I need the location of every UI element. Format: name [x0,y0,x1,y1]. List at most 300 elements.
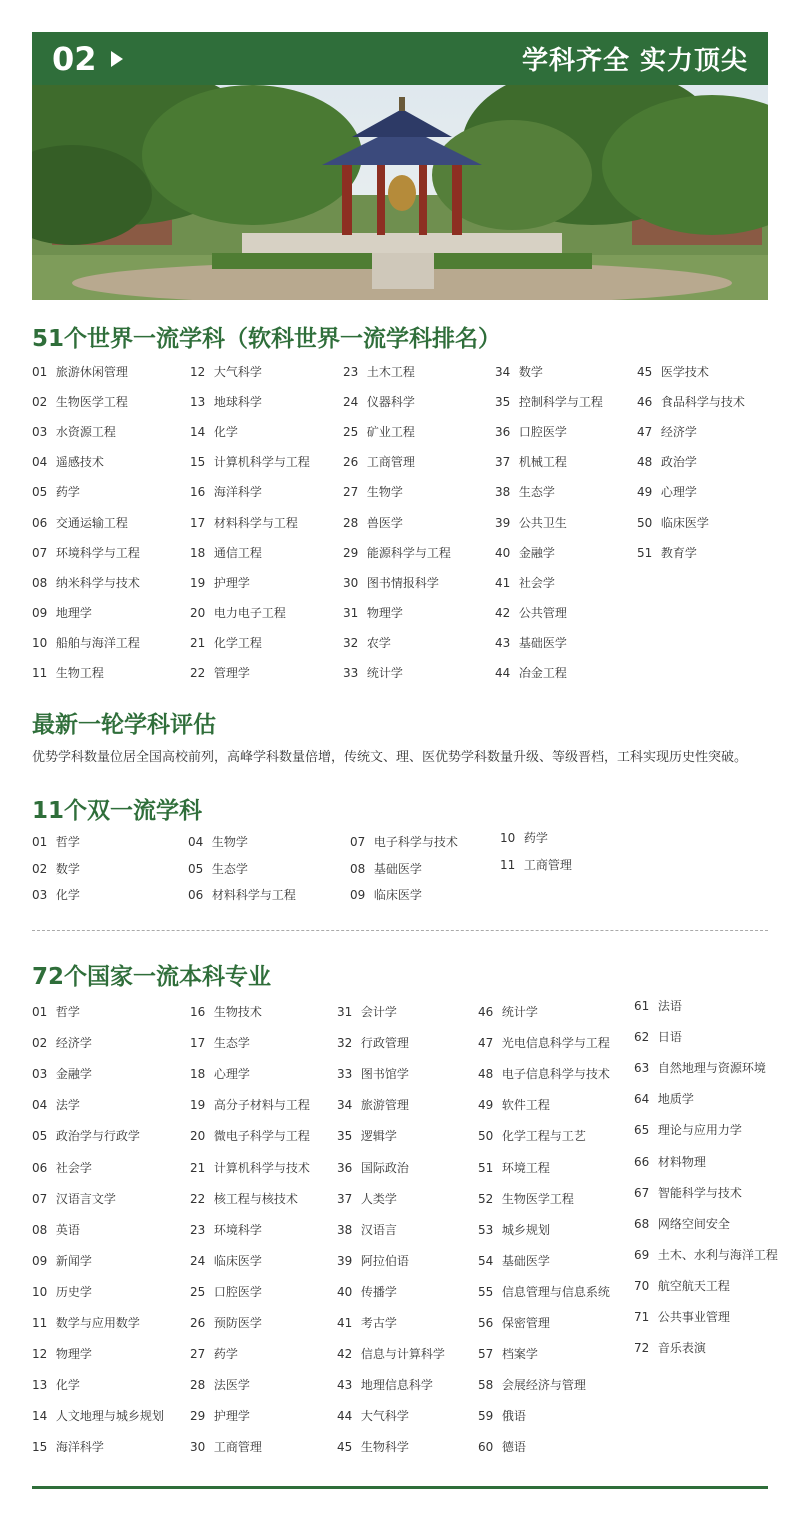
list-item [343,664,403,681]
list-item [478,1159,550,1176]
list-item [343,423,415,440]
item-number: 10 [500,831,516,845]
item-label: 音乐表演 [654,1341,706,1356]
item-number: 02 [32,861,48,876]
item-label: 环境科学 [210,1222,262,1237]
item-label: 仪器科学 [363,395,415,410]
list-item [495,544,555,561]
list-item [190,1003,262,1020]
item-label: 药学 [520,831,548,845]
list-item [337,1034,409,1051]
list-item [495,514,567,531]
item-number: 03 [32,888,48,902]
item-number: 17 [190,515,206,530]
item-label: 土木、水利与海洋工程 [654,1247,778,1262]
item-number: 21 [190,635,206,650]
list-item [478,1252,550,1269]
item-label: 数学 [515,365,543,379]
item-number: 06 [32,1160,48,1175]
list-item [337,1096,409,1113]
item-number: 09 [32,605,48,620]
item-number: 03 [32,1067,48,1082]
item-number: 64 [634,1092,650,1107]
item-number: 16 [190,1005,206,1019]
item-number: 68 [634,1216,650,1231]
list-item [495,423,567,440]
section-number-text: 02 [52,39,97,78]
item-label: 政治学 [657,455,697,470]
item-label: 医学技术 [657,365,709,379]
item-label: 交通运输工程 [52,515,128,530]
list-item [190,544,262,561]
item-label: 生物医学工程 [498,1191,574,1206]
list-item [343,483,403,500]
item-label: 兽医学 [363,515,403,530]
list-item [478,1034,610,1051]
evaluation-text: 优势学科数量位居全国高校前列，高峰学科数量倍增，传统文、理、医优势学科数量升级、等级晋档，工科实现历史性突破。 [32,750,748,765]
item-label: 法学 [52,1098,80,1113]
item-number: 05 [188,861,204,876]
item-label: 工商管理 [210,1440,262,1455]
list-item [634,1339,706,1356]
list-item [495,574,555,591]
item-label: 逻辑学 [357,1129,397,1144]
item-number: 38 [495,485,511,500]
list-item [337,1159,409,1176]
item-number: 33 [337,1067,353,1082]
item-number: 25 [343,425,359,440]
item-number: 66 [634,1154,650,1169]
list-item [32,860,80,877]
item-number: 40 [495,545,511,560]
item-number: 38 [337,1222,353,1237]
list-item [337,1314,397,1331]
item-label: 海洋科学 [210,485,262,500]
item-label: 物理学 [52,1347,92,1362]
list-item [634,1121,742,1138]
item-label: 化学 [52,1378,80,1393]
item-number: 01 [32,365,48,379]
item-label: 地理学 [52,605,92,620]
list-item [32,1438,104,1455]
item-label: 矿业工程 [363,425,415,440]
item-label: 日语 [654,1030,682,1045]
item-number: 01 [32,1005,48,1019]
item-number: 54 [478,1253,494,1268]
item-number: 34 [337,1098,353,1113]
item-number: 02 [32,395,48,410]
list-item [190,1283,262,1300]
item-number: 43 [337,1378,353,1393]
item-number: 11 [32,1316,48,1330]
item-label: 环境工程 [498,1160,550,1175]
list-item [188,833,248,850]
item-label: 社会学 [515,575,555,590]
item-number: 31 [337,1005,353,1019]
play-triangle-icon [111,51,123,67]
list-item [634,1246,778,1263]
item-label: 生物工程 [52,666,104,680]
item-number: 44 [337,1409,353,1424]
item-number: 27 [190,1347,206,1362]
list-item [188,860,248,877]
list-item [637,453,697,470]
list-item [350,886,422,903]
item-label: 工商管理 [520,857,572,872]
list-item [188,886,296,903]
list-item [32,664,104,681]
list-item [343,574,439,591]
item-label: 化学 [210,425,238,440]
item-label: 法语 [654,999,682,1013]
item-number: 30 [190,1440,206,1455]
item-number: 07 [350,835,366,849]
item-number: 40 [337,1284,353,1299]
list-item [190,604,286,621]
item-label: 智能科学与技术 [654,1185,742,1200]
item-label: 信息与计算科学 [357,1347,445,1362]
list-item [637,544,697,561]
item-number: 67 [634,1185,650,1200]
item-label: 生态学 [210,1036,250,1051]
item-label: 会计学 [357,1005,397,1019]
list-item [32,1159,92,1176]
item-number: 08 [32,575,48,590]
item-number: 29 [190,1409,206,1424]
item-label: 统计学 [498,1005,538,1019]
list-item [478,1003,538,1020]
item-label: 海洋科学 [52,1440,104,1455]
item-label: 通信工程 [210,545,262,560]
item-number: 61 [634,999,650,1013]
list-item [190,634,262,651]
item-label: 数学 [52,861,80,876]
item-label: 传播学 [357,1284,397,1299]
item-label: 保密管理 [498,1316,550,1330]
list-item [337,1003,397,1020]
list-item [634,1308,730,1325]
item-label: 地质学 [654,1092,694,1107]
item-label: 自然地理与资源环境 [654,1061,766,1076]
list-item [190,483,262,500]
list-item [634,1028,682,1045]
item-label: 土木工程 [363,365,415,379]
item-label: 电子信息科学与技术 [498,1067,610,1082]
item-label: 心理学 [657,485,697,500]
list-item [637,423,697,440]
item-number: 22 [190,666,206,680]
item-label: 纳米科学与技术 [52,575,140,590]
item-label: 食品科学与技术 [657,395,745,410]
item-number: 46 [637,395,653,410]
item-label: 金融学 [515,545,555,560]
item-number: 30 [343,575,359,590]
item-label: 教育学 [657,545,697,560]
item-label: 临床医学 [370,888,422,902]
item-number: 35 [337,1129,353,1144]
item-label: 材料科学与工程 [208,888,296,902]
item-number: 08 [350,861,366,876]
list-item [32,514,128,531]
list-item [337,1345,445,1362]
item-label: 心理学 [210,1067,250,1082]
item-label: 护理学 [210,1409,250,1424]
list-item [190,574,250,591]
list-item [478,1065,610,1082]
item-label: 生物技术 [210,1005,262,1019]
item-label: 俄语 [498,1409,526,1424]
item-label: 数学与应用数学 [52,1316,140,1330]
item-label: 理论与应用力学 [654,1123,742,1138]
list-item [190,1407,250,1424]
list-item [190,1190,298,1207]
item-label: 经济学 [657,425,697,440]
item-number: 57 [478,1347,494,1362]
item-label: 德语 [498,1440,526,1455]
list-item [478,1407,526,1424]
item-label: 公共管理 [515,605,567,620]
list-item [634,1215,730,1232]
item-number: 58 [478,1378,494,1393]
item-number: 15 [32,1440,48,1455]
item-number: 15 [190,455,206,470]
item-number: 37 [495,455,511,470]
item-number: 45 [637,365,653,379]
item-number: 36 [337,1160,353,1175]
item-label: 管理学 [210,666,250,680]
item-label: 哲学 [52,1005,80,1019]
item-number: 28 [343,515,359,530]
item-number: 05 [32,485,48,500]
list-item [343,453,415,470]
list-item [190,1034,250,1051]
item-number: 59 [478,1409,494,1424]
item-number: 36 [495,425,511,440]
item-label: 英语 [52,1222,80,1237]
item-number: 19 [190,1098,206,1113]
item-number: 39 [337,1253,353,1268]
list-item [32,634,140,651]
list-item [190,1438,262,1455]
list-item [32,1376,80,1393]
list-item [32,1190,116,1207]
item-number: 60 [478,1440,494,1455]
item-label: 基础医学 [370,861,422,876]
item-number: 51 [478,1160,494,1175]
item-number: 70 [634,1278,650,1293]
item-number: 48 [637,455,653,470]
list-item [190,1314,262,1331]
item-label: 船舶与海洋工程 [52,635,140,650]
item-label: 能源科学与工程 [363,545,451,560]
item-number: 41 [495,575,511,590]
item-number: 04 [32,455,48,470]
item-number: 07 [32,545,48,560]
item-label: 控制科学与工程 [515,395,603,410]
item-label: 哲学 [52,835,80,849]
item-number: 13 [190,395,206,410]
list-item [495,634,567,651]
list-item [32,1096,80,1113]
item-label: 电子科学与技术 [370,835,458,849]
item-label: 化学工程与工艺 [498,1129,586,1144]
item-label: 会展经济与管理 [498,1378,586,1393]
list-item [343,544,451,561]
list-item [634,1277,730,1294]
item-label: 口腔医学 [515,425,567,440]
item-label: 基础医学 [498,1253,550,1268]
item-number: 12 [32,1347,48,1362]
item-label: 大气科学 [210,365,262,379]
list-item [343,514,403,531]
list-item [478,1221,550,1238]
list-item [190,664,250,681]
item-label: 金融学 [52,1067,92,1082]
item-label: 生物医学工程 [52,395,128,410]
item-number: 17 [190,1036,206,1051]
list-item [343,634,391,651]
list-item [32,833,80,850]
item-number: 43 [495,635,511,650]
item-label: 政治学与行政学 [52,1129,140,1144]
list-item [32,1283,92,1300]
item-number: 07 [32,1191,48,1206]
item-number: 50 [478,1129,494,1144]
item-label: 城乡规划 [498,1222,550,1237]
item-label: 公共事业管理 [654,1310,730,1324]
item-label: 微电子科学与工程 [210,1129,310,1144]
item-number: 16 [190,485,206,500]
item-label: 经济学 [52,1036,92,1051]
item-label: 生物科学 [357,1440,409,1455]
item-label: 汉语言文学 [52,1191,116,1206]
item-number: 34 [495,365,511,379]
item-label: 旅游管理 [357,1098,409,1113]
item-label: 社会学 [52,1160,92,1175]
item-number: 56 [478,1316,494,1330]
list-item [32,453,104,470]
item-label: 工商管理 [363,455,415,470]
item-label: 计算机科学与工程 [210,455,310,470]
list-item [32,1127,140,1144]
item-number: 27 [343,485,359,500]
item-label: 新闻学 [52,1253,92,1268]
item-number: 23 [343,365,359,379]
list-item [337,1438,409,1455]
section-header [32,32,768,85]
list-item [350,860,422,877]
list-item [32,1345,92,1362]
item-number: 26 [190,1316,206,1330]
list-item [478,1096,550,1113]
item-number: 71 [634,1310,650,1324]
item-number: 39 [495,515,511,530]
item-number: 65 [634,1123,650,1138]
item-label: 机械工程 [515,455,567,470]
list-item [190,1159,310,1176]
list-item [634,997,682,1014]
item-number: 46 [478,1005,494,1019]
item-label: 图书馆学 [357,1067,409,1082]
item-number: 47 [478,1036,494,1051]
item-label: 临床医学 [210,1253,262,1268]
list-item [478,1283,610,1300]
list-item [637,393,745,410]
item-number: 08 [32,1222,48,1237]
list-item [337,1407,409,1424]
item-number: 53 [478,1222,494,1237]
list-item [478,1127,586,1144]
item-label: 化学 [52,888,80,902]
list-item [190,1221,262,1238]
list-item [32,393,128,410]
item-label: 化学工程 [210,635,262,650]
item-label: 人文地理与城乡规划 [52,1409,164,1424]
list-item [190,1376,250,1393]
item-label: 信息管理与信息系统 [498,1284,610,1299]
item-label: 生态学 [515,485,555,500]
item-label: 地理信息科学 [357,1378,433,1393]
list-item [32,363,128,380]
item-label: 核工程与核技术 [210,1191,298,1206]
national-majors-title: 72个国家一流本科专业 [32,964,272,990]
bottom-rule [32,1486,768,1489]
list-item [343,393,415,410]
item-label: 护理学 [210,575,250,590]
list-item [32,574,140,591]
item-label: 行政管理 [357,1036,409,1051]
list-item [190,514,298,531]
item-number: 47 [637,425,653,440]
list-item [337,1065,409,1082]
item-label: 档案学 [498,1347,538,1362]
list-item [32,1003,80,1020]
item-label: 生态学 [208,861,248,876]
item-number: 51 [637,545,653,560]
list-item [637,363,709,380]
item-number: 32 [343,635,359,650]
pavilion-photo [32,85,768,300]
item-number: 69 [634,1247,650,1262]
item-label: 口腔医学 [210,1284,262,1299]
item-label: 冶金工程 [515,666,567,680]
item-label: 生物学 [363,485,403,500]
section-number [52,40,123,78]
list-item [637,514,709,531]
list-item [495,363,543,380]
item-label: 高分子材料与工程 [210,1098,310,1113]
item-number: 14 [190,425,206,440]
item-label: 材料物理 [654,1154,706,1169]
item-number: 18 [190,545,206,560]
item-number: 35 [495,395,511,410]
list-item [634,1059,766,1076]
item-number: 50 [637,515,653,530]
item-label: 汉语言 [357,1222,397,1237]
list-item [32,1065,92,1082]
item-number: 05 [32,1129,48,1144]
item-label: 大气科学 [357,1409,409,1424]
item-number: 10 [32,1284,48,1299]
list-item [495,483,555,500]
item-label: 预防医学 [210,1316,262,1330]
item-number: 49 [637,485,653,500]
item-label: 水资源工程 [52,425,116,440]
item-label: 材料科学与工程 [210,515,298,530]
item-label: 网络空间安全 [654,1216,730,1231]
item-number: 62 [634,1030,650,1045]
list-item [495,453,567,470]
